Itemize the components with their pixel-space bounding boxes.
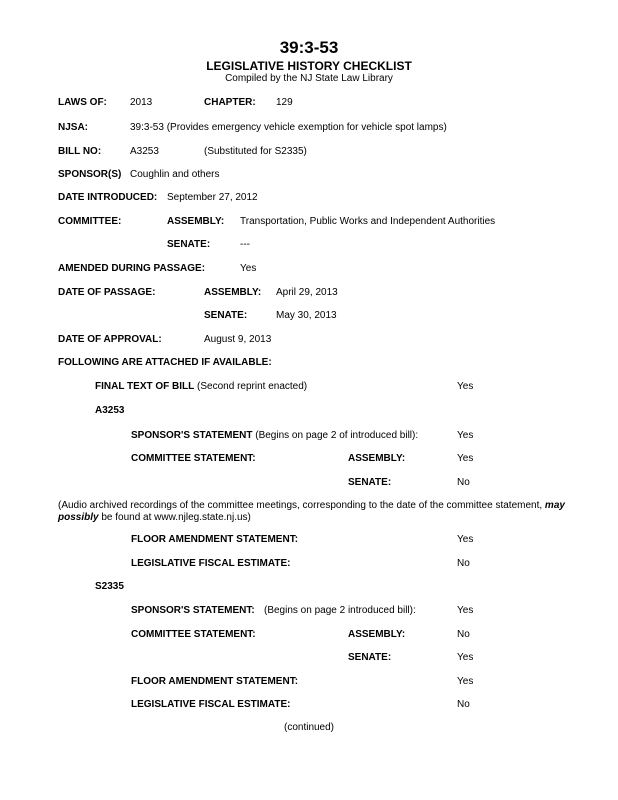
- a3253-floor-value: Yes: [457, 534, 474, 545]
- a3253-committee-label: COMMITTEE STATEMENT:: [131, 453, 256, 464]
- a3253-fiscal-label: LEGISLATIVE FISCAL ESTIMATE:: [131, 558, 291, 569]
- amended-value: Yes: [240, 263, 257, 274]
- bill-substituted: (Substituted for S2335): [204, 146, 307, 157]
- s2335-fiscal-label: LEGISLATIVE FISCAL ESTIMATE:: [131, 699, 291, 710]
- s2335-assembly-value: No: [457, 629, 470, 640]
- final-text-row: [95, 381, 307, 393]
- committee-senate-label: SENATE:: [167, 239, 211, 250]
- bill-no-value: A3253: [130, 146, 159, 157]
- passage-assembly-value: April 29, 2013: [276, 287, 338, 298]
- date-of-approval-value: August 9, 2013: [204, 334, 272, 345]
- final-text-note: (Second reprint enacted): [197, 381, 308, 392]
- laws-of-label: LAWS OF:: [58, 97, 107, 108]
- continued-note: (continued): [283, 722, 335, 733]
- s2335-fiscal-value: No: [457, 699, 470, 710]
- following-heading: FOLLOWING ARE ATTACHED IF AVAILABLE:: [58, 357, 272, 368]
- s2335-senate-label: SENATE:: [348, 652, 392, 663]
- date-of-passage-label: DATE OF PASSAGE:: [58, 287, 156, 298]
- a3253-senate-value: No: [457, 477, 470, 488]
- committee-senate-value: ---: [240, 239, 250, 250]
- chapter-value: 129: [276, 97, 293, 108]
- a3253-heading: A3253: [95, 405, 125, 416]
- document-title: LEGISLATIVE HISTORY CHECKLIST: [206, 59, 412, 73]
- s2335-floor-value: Yes: [457, 676, 474, 687]
- passage-senate-value: May 30, 2013: [276, 310, 337, 321]
- bill-no-label: BILL NO:: [58, 146, 102, 157]
- audio-note-text1: (Audio archived recordings of the committee meetings, corresponding to the date of the committee statement,: [58, 500, 545, 511]
- s2335-senate-value: Yes: [457, 652, 474, 663]
- s2335-sponsor-note: (Begins on page 2 introduced bill):: [264, 605, 416, 616]
- a3253-fiscal-value: No: [457, 558, 470, 569]
- s2335-floor-label: FLOOR AMENDMENT STATEMENT:: [131, 676, 299, 687]
- date-of-approval-label: DATE OF APPROVAL:: [58, 334, 162, 345]
- date-introduced-value: September 27, 2012: [167, 192, 258, 203]
- s2335-committee-label: COMMITTEE STATEMENT:: [131, 629, 256, 640]
- a3253-senate-label: SENATE:: [348, 477, 392, 488]
- laws-of-value: 2013: [130, 97, 153, 108]
- committee-assembly-label: ASSEMBLY:: [167, 216, 225, 227]
- a3253-sponsor-label: SPONSOR'S STATEMENT: [131, 430, 253, 441]
- s2335-sponsor-label: SPONSOR'S STATEMENT:: [131, 605, 255, 616]
- document-number: 39:3-53: [279, 38, 339, 57]
- audio-note-emphasis: may possibly: [58, 500, 565, 523]
- a3253-sponsor-note: (Begins on page 2 of introduced bill):: [255, 430, 419, 441]
- chapter-label: CHAPTER:: [204, 97, 256, 108]
- a3253-floor-label: FLOOR AMENDMENT STATEMENT:: [131, 534, 299, 545]
- passage-senate-label: SENATE:: [204, 310, 248, 321]
- s2335-heading: S2335: [95, 581, 124, 592]
- committee-assembly-value: Transportation, Public Works and Independent Authorities: [240, 216, 496, 227]
- a3253-assembly-label: ASSEMBLY:: [348, 453, 406, 464]
- committee-label: COMMITTEE:: [58, 216, 122, 227]
- final-text-value: Yes: [457, 381, 474, 392]
- audio-note: [58, 500, 603, 524]
- date-introduced-label: DATE INTRODUCED:: [58, 192, 158, 203]
- audio-note-text2: be found at www.njleg.state.nj.us): [98, 512, 251, 523]
- compiled-by: Compiled by the NJ State Law Library: [225, 73, 393, 84]
- amended-label: AMENDED DURING PASSAGE:: [58, 263, 206, 274]
- s2335-assembly-label: ASSEMBLY:: [348, 629, 406, 640]
- njsa-label: NJSA:: [58, 122, 89, 133]
- a3253-assembly-value: Yes: [457, 453, 474, 464]
- passage-assembly-label: ASSEMBLY:: [204, 287, 262, 298]
- sponsor-label: SPONSOR(S): [58, 169, 122, 180]
- final-text-label: FINAL TEXT OF BILL: [95, 381, 195, 392]
- a3253-sponsor-row: [131, 430, 418, 442]
- sponsor-value: Coughlin and others: [130, 169, 220, 180]
- a3253-sponsor-value: Yes: [457, 430, 474, 441]
- s2335-sponsor-value: Yes: [457, 605, 474, 616]
- njsa-value: 39:3-53 (Provides emergency vehicle exemption for vehicle spot lamps): [130, 122, 447, 133]
